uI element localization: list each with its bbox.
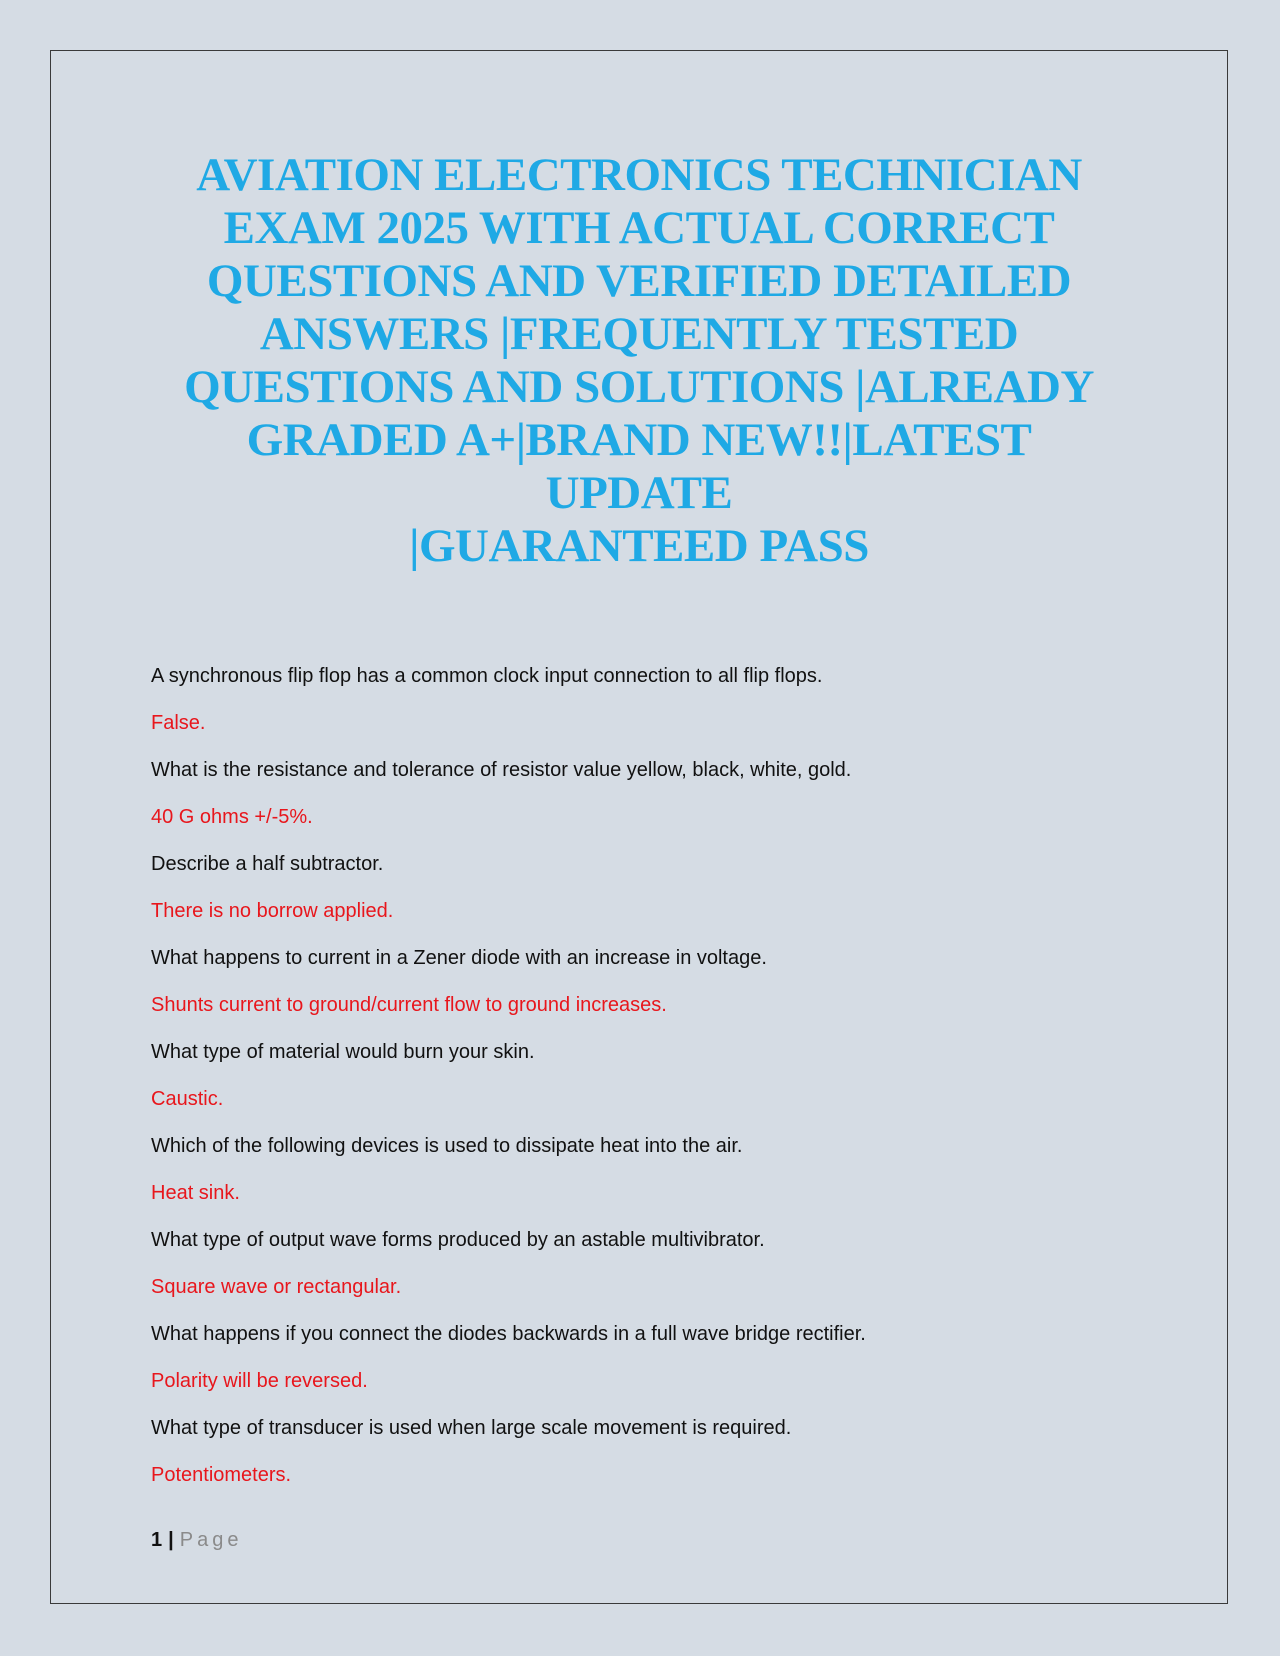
answer-text: Square wave or rectangular. — [151, 1276, 402, 1298]
title-line: QUESTIONS AND SOLUTIONS |ALREADY — [184, 361, 1094, 413]
question-text: What type of material would burn your skin. — [151, 1041, 535, 1063]
answer-text: There is no borrow applied. — [151, 900, 394, 922]
question-text: What happens if you connect the diodes backwards in a full wave bridge rectifier. — [151, 1323, 866, 1345]
answer-text: False. — [151, 712, 206, 734]
question-text: A synchronous flip flop has a common clock input connection to all flip flops. — [151, 665, 823, 687]
answer-text: 40 G ohms +/-5%. — [151, 806, 313, 828]
question-text: Which of the following devices is used to dissipate heat into the air. — [151, 1135, 743, 1157]
answer-text: Shunts current to ground/current flow to ground increases. — [151, 994, 667, 1016]
footer-separator: | — [168, 1529, 174, 1551]
page-label: Page — [179, 1529, 243, 1551]
question-text: What type of transducer is used when large scale movement is required. — [151, 1417, 792, 1439]
title-line: QUESTIONS AND VERIFIED DETAILED — [206, 255, 1072, 307]
answer-text: Heat sink. — [151, 1182, 240, 1204]
answer-text: Polarity will be reversed. — [151, 1370, 368, 1392]
answer-text: Caustic. — [151, 1088, 224, 1110]
question-text: What happens to current in a Zener diode with an increase in voltage. — [151, 947, 767, 969]
document-page — [50, 50, 1228, 1604]
title-line: GRADED A+|BRAND NEW!!|LATEST UPDATE — [246, 414, 1032, 519]
page-number: 1 — [151, 1529, 163, 1551]
question-text: What type of output wave forms produced by an astable multivibrator. — [151, 1229, 765, 1251]
title-line: EXAM 2025 WITH ACTUAL CORRECT — [223, 202, 1055, 254]
title-line: ANSWERS |FREQUENTLY TESTED — [259, 308, 1019, 360]
document-title — [151, 149, 1127, 573]
answer-text: Potentiometers. — [151, 1464, 292, 1486]
question-answer-list — [151, 661, 1147, 1507]
page-footer — [151, 1525, 242, 1555]
title-line: AVIATION ELECTRONICS TECHNICIAN — [196, 149, 1082, 201]
question-text: Describe a half subtractor. — [151, 853, 384, 875]
question-text: What is the resistance and tolerance of resistor value yellow, black, white, gold. — [151, 759, 852, 781]
title-line: |GUARANTEED PASS — [409, 520, 869, 572]
